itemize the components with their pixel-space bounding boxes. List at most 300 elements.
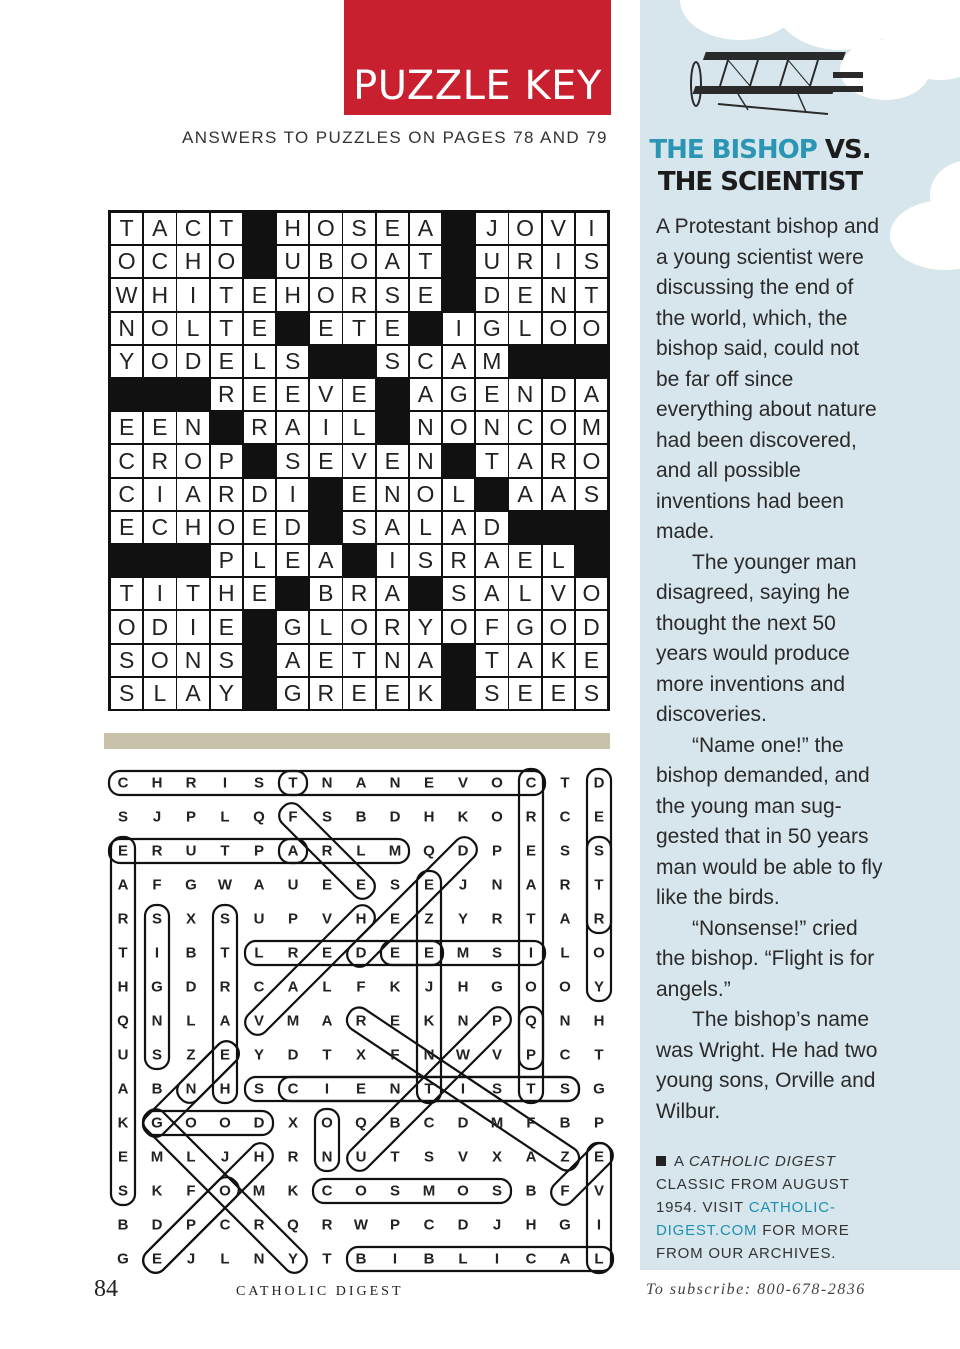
word-search-letter: I — [324, 1080, 330, 1098]
crossword-cell: E — [243, 378, 276, 411]
word-search-letter: S — [151, 910, 163, 928]
word-search-letter: A — [355, 774, 367, 792]
word-search-letter: E — [117, 1148, 129, 1166]
word-search-letter: G — [185, 876, 197, 894]
word-search-letter: W — [353, 1216, 369, 1234]
word-search-letter: J — [424, 978, 434, 996]
crossword-cell: O — [210, 245, 243, 278]
crossword-cell: A — [475, 577, 508, 610]
crossword-cell: E — [309, 644, 342, 677]
word-search-letter: C — [525, 1250, 537, 1268]
word-search-letter: T — [288, 774, 298, 792]
story-paragraph: The bishop’s name was Wright. He had two young sons, Orville and Wilbur. — [656, 1008, 878, 1123]
crossword-black-square — [243, 610, 276, 643]
crossword-cell: L — [508, 312, 541, 345]
crossword-cell: O — [110, 245, 143, 278]
crossword-cell: Y — [110, 345, 143, 378]
word-search-letter: E — [423, 944, 435, 962]
word-search-letter: T — [220, 944, 230, 962]
word-search-letter: U — [185, 842, 197, 860]
word-search-letter: A — [287, 978, 299, 996]
crossword-cell: V — [542, 212, 575, 245]
crossword-cell: A — [508, 478, 541, 511]
word-search-letter: R — [321, 842, 333, 860]
word-search-letter: O — [219, 1182, 231, 1200]
crossword-cell: B — [309, 577, 342, 610]
crossword-cell: S — [342, 212, 375, 245]
crossword-cell: L — [342, 411, 375, 444]
word-search-letter: N — [389, 1080, 401, 1098]
word-search-letter: T — [390, 1148, 400, 1166]
crossword-cell: O — [442, 610, 475, 643]
word-search-letter: V — [491, 1046, 503, 1064]
word-search-letter: C — [559, 1046, 571, 1064]
word-search-letter: C — [253, 978, 265, 996]
crossword-cell: L — [176, 312, 209, 345]
word-search-letter: O — [491, 808, 503, 826]
word-search-letter: Q — [355, 1114, 367, 1132]
crossword-cell: H — [176, 245, 209, 278]
word-search-letter: M — [388, 842, 402, 860]
crossword-black-square — [442, 444, 475, 477]
word-search-letter: Q — [287, 1216, 299, 1234]
word-search-letter: F — [356, 978, 366, 996]
crossword-cell: E — [143, 411, 176, 444]
word-search-letter: D — [457, 1216, 469, 1234]
word-search-letter: P — [491, 842, 503, 860]
word-search-letter: S — [491, 1182, 503, 1200]
crossword-cell: E — [243, 511, 276, 544]
word-search-letter: P — [287, 910, 299, 928]
word-search-letter: H — [525, 1216, 537, 1234]
crossword-cell: A — [409, 212, 442, 245]
word-search-letter: C — [423, 1216, 435, 1234]
word-search-letter: N — [151, 1012, 163, 1030]
word-search-letter: W — [455, 1046, 471, 1064]
word-search-letter: I — [528, 944, 534, 962]
crossword-cell: N — [376, 478, 409, 511]
crossword-black-square — [542, 511, 575, 544]
crossword-cell: K — [409, 677, 442, 710]
crossword-cell: N — [110, 312, 143, 345]
word-search-letter: B — [423, 1250, 435, 1268]
crossword-cell: R — [442, 544, 475, 577]
crossword-cell: E — [276, 544, 309, 577]
word-search-answer-oval — [109, 839, 307, 863]
word-search-letter: C — [321, 1182, 333, 1200]
crossword-cell: L — [508, 577, 541, 610]
word-search-letter: Q — [253, 808, 265, 826]
crossword-black-square — [442, 278, 475, 311]
sidebar-title-line2: THE SCIENTIST — [657, 167, 863, 197]
crossword-cell: P — [210, 544, 243, 577]
crossword-cell: T — [575, 278, 608, 311]
crossword-cell: A — [409, 378, 442, 411]
crossword-black-square — [575, 345, 608, 378]
crossword-cell: O — [143, 345, 176, 378]
word-search-letter: H — [219, 1080, 231, 1098]
word-search-letter: F — [186, 1182, 196, 1200]
word-search-answer-oval — [347, 1247, 613, 1271]
crossword-cell: T — [210, 212, 243, 245]
crossword-cell: M — [575, 411, 608, 444]
word-search-letter: O — [457, 1182, 469, 1200]
word-search-letter: E — [321, 876, 333, 894]
crossword-black-square — [442, 212, 475, 245]
word-search-letter: N — [185, 1080, 197, 1098]
word-search-letter: L — [322, 978, 332, 996]
word-search-letter: Y — [253, 1046, 265, 1064]
word-search-letter: B — [355, 808, 367, 826]
word-search-letter: S — [593, 842, 605, 860]
word-search-letter: P — [253, 842, 265, 860]
crossword-cell: T — [110, 577, 143, 610]
crossword-cell: S — [110, 677, 143, 710]
crossword-black-square — [542, 345, 575, 378]
word-search-letter: G — [117, 1250, 129, 1268]
word-search-letter: L — [458, 1250, 468, 1268]
word-search-letter: E — [593, 1148, 605, 1166]
crossword-cell: G — [276, 677, 309, 710]
crossword-black-square — [376, 378, 409, 411]
crossword-cell: O — [508, 212, 541, 245]
story-paragraph: “Name one!” the bishop demanded, and the young man sug-gested that in 50 years man would be able to fly like the birds. — [656, 733, 883, 909]
crossword-cell: E — [376, 444, 409, 477]
crossword-cell: E — [575, 644, 608, 677]
crossword-cell: F — [475, 610, 508, 643]
crossword-cell: D — [276, 511, 309, 544]
crossword-cell: S — [409, 544, 442, 577]
word-search-letter: O — [219, 1114, 231, 1132]
word-search-letter: X — [491, 1148, 503, 1166]
word-search-letter: I — [460, 1080, 466, 1098]
crossword-cell: C — [110, 478, 143, 511]
word-search-letter: M — [286, 1012, 300, 1030]
word-search-letter: I — [596, 1216, 602, 1234]
crossword-black-square — [243, 212, 276, 245]
crossword-cell: R — [210, 378, 243, 411]
word-search-letter: C — [559, 808, 571, 826]
word-search-letter: S — [491, 1080, 503, 1098]
crossword-cell: E — [110, 511, 143, 544]
crossword-cell: R — [342, 577, 375, 610]
magazine-name: CATHOLIC DIGEST — [236, 1284, 404, 1299]
word-search-letter: E — [389, 910, 401, 928]
crossword-black-square — [176, 544, 209, 577]
word-search-letter: F — [560, 1182, 570, 1200]
word-search-letter: J — [458, 876, 468, 894]
crossword-cell: T — [342, 312, 375, 345]
crossword-cell: E — [342, 478, 375, 511]
word-search-letter: R — [185, 774, 197, 792]
crossword-cell: I — [176, 610, 209, 643]
crossword-cell: T — [342, 644, 375, 677]
crossword-cell: E — [542, 677, 575, 710]
word-search-letter: T — [424, 1080, 434, 1098]
crossword-cell: O — [575, 577, 608, 610]
crossword-cell: E — [475, 378, 508, 411]
sidebar-title-vs: VS. — [816, 135, 871, 165]
crossword-black-square — [309, 478, 342, 511]
word-search-letter: R — [593, 910, 605, 928]
crossword-black-square — [243, 245, 276, 278]
word-search-letter: K — [151, 1182, 163, 1200]
source-credit — [656, 1150, 876, 1265]
crossword-black-square — [442, 677, 475, 710]
crossword-black-square — [575, 544, 608, 577]
crossword-black-square — [276, 312, 309, 345]
crossword-cell: N — [542, 278, 575, 311]
crossword-cell: O — [143, 312, 176, 345]
word-search-letter: G — [151, 978, 163, 996]
crossword-cell: A — [376, 511, 409, 544]
word-search-letter: J — [186, 1250, 196, 1268]
word-search-letter: D — [355, 944, 367, 962]
word-search-letter: V — [253, 1012, 265, 1030]
crossword-cell: U — [276, 245, 309, 278]
word-search-letter: S — [253, 774, 265, 792]
section-divider — [104, 733, 610, 749]
word-search-letter: L — [186, 1012, 196, 1030]
word-search-letter: Z — [560, 1148, 570, 1166]
crossword-cell: H — [276, 212, 309, 245]
word-search-answer-oval — [173, 1037, 244, 1108]
crossword-cell: I — [143, 478, 176, 511]
crossword-cell: D — [176, 345, 209, 378]
word-search-letter: A — [287, 842, 299, 860]
crossword-cell: L — [243, 345, 276, 378]
crossword-cell: I — [309, 411, 342, 444]
word-search-letter: S — [559, 842, 571, 860]
crossword-cell: P — [210, 444, 243, 477]
crossword-cell: A — [309, 544, 342, 577]
word-search-letter: I — [154, 944, 160, 962]
sidebar-title — [640, 134, 880, 198]
crossword-cell: V — [342, 444, 375, 477]
crossword-cell: O — [542, 411, 575, 444]
word-search-letter: N — [321, 1148, 333, 1166]
crossword-black-square — [143, 378, 176, 411]
word-search-letter: Q — [525, 1012, 537, 1030]
word-search-letter: S — [491, 944, 503, 962]
crossword-black-square — [176, 378, 209, 411]
word-search-letter: S — [117, 1182, 129, 1200]
word-search-letter: L — [220, 808, 230, 826]
word-search-letter: F — [152, 876, 162, 894]
crossword-black-square — [442, 245, 475, 278]
word-search-letter: C — [117, 774, 129, 792]
crossword-cell: S — [210, 644, 243, 677]
crossword-cell: I — [176, 278, 209, 311]
crossword-cell: K — [542, 644, 575, 677]
word-search-letters — [117, 775, 605, 1268]
bullet-square-icon — [656, 1156, 666, 1166]
crossword-cell: O — [176, 444, 209, 477]
word-search-letter: S — [389, 876, 401, 894]
story-paragraph: “Nonsense!” cried the bishop. “Flight is for angels.” — [656, 916, 875, 1001]
word-search-letter: V — [457, 1148, 469, 1166]
crossword-cell: U — [475, 245, 508, 278]
word-search-letter: L — [254, 944, 264, 962]
crossword-black-square — [243, 444, 276, 477]
word-search-letter: I — [494, 1250, 500, 1268]
crossword-black-square — [409, 577, 442, 610]
word-search-letter: H — [593, 1012, 605, 1030]
word-search-letter: X — [355, 1046, 367, 1064]
word-search-letter: T — [220, 842, 230, 860]
crossword-cell: E — [508, 544, 541, 577]
word-search-letter: E — [525, 842, 537, 860]
word-search-letter: H — [151, 774, 163, 792]
word-search-letter: N — [457, 1012, 469, 1030]
word-search-letter: R — [253, 1216, 265, 1234]
word-search-letter: N — [321, 774, 333, 792]
word-search-letter: A — [117, 1080, 129, 1098]
word-search-letter: J — [152, 808, 162, 826]
crossword-cell: S — [110, 644, 143, 677]
word-search-letter: T — [118, 944, 128, 962]
word-search-letter: D — [457, 842, 469, 860]
word-search-letter: H — [423, 808, 435, 826]
word-search-letter: O — [593, 944, 605, 962]
crossword-cell: T — [409, 245, 442, 278]
crossword-cell: R — [210, 478, 243, 511]
crossword-black-square — [342, 345, 375, 378]
crossword-black-square — [243, 644, 276, 677]
word-search-letter: Z — [186, 1046, 196, 1064]
word-search-letter: E — [593, 808, 605, 826]
crossword-cell: N — [176, 644, 209, 677]
crossword-black-square — [508, 345, 541, 378]
crossword-black-square — [342, 544, 375, 577]
crossword-cell: R — [342, 278, 375, 311]
word-search-letter: F — [390, 1046, 400, 1064]
crossword-black-square — [210, 411, 243, 444]
word-search-answer-oval — [313, 1179, 511, 1203]
crossword-cell: N — [508, 378, 541, 411]
website-link[interactable]: CATHOLIC-DIGEST.COM — [656, 1199, 836, 1239]
crossword-black-square — [110, 378, 143, 411]
page-number: 84 — [94, 1276, 118, 1302]
crossword-cell: S — [575, 677, 608, 710]
crossword-black-square — [442, 644, 475, 677]
word-search-letter: T — [526, 910, 536, 928]
credit-text: CLASSIC FROM AUGUST 1954. VISIT — [656, 1176, 850, 1216]
crossword-cell: I — [276, 478, 309, 511]
credit-suffix: FOR MORE FROM OUR ARCHIVES. — [656, 1222, 850, 1262]
word-search-letter: S — [321, 808, 333, 826]
word-search-letter: S — [219, 910, 231, 928]
word-search-letter: S — [151, 1046, 163, 1064]
word-search-letter: B — [389, 1114, 401, 1132]
crossword-cell: S — [442, 577, 475, 610]
crossword-cell: H — [276, 278, 309, 311]
word-search-letter: E — [151, 1250, 163, 1268]
word-search-letter: C — [423, 1114, 435, 1132]
word-search-letter: M — [422, 1182, 436, 1200]
word-search-letter: N — [253, 1250, 265, 1268]
word-search-letter: W — [217, 876, 233, 894]
crossword-cell: G — [508, 610, 541, 643]
word-search-letter: A — [321, 1012, 333, 1030]
word-search-answer-oval — [279, 771, 545, 795]
word-search-letter: L — [186, 1148, 196, 1166]
crossword-cell: D — [575, 610, 608, 643]
word-search-letter: I — [392, 1250, 398, 1268]
word-search-letter: G — [559, 1216, 571, 1234]
biplane-icon — [688, 46, 868, 128]
word-search-letter: K — [457, 808, 469, 826]
word-search-letter: Y — [593, 978, 605, 996]
crossword-cell: S — [376, 278, 409, 311]
crossword-cell: L — [309, 610, 342, 643]
word-search-letter: S — [423, 1148, 435, 1166]
story-body — [656, 212, 886, 1127]
crossword-cell: S — [342, 511, 375, 544]
crossword-black-square — [575, 511, 608, 544]
crossword-cell: O — [442, 411, 475, 444]
word-search-letter: T — [594, 876, 604, 894]
crossword-cell: I — [542, 245, 575, 278]
word-search-letter: U — [253, 910, 265, 928]
word-search-letter: G — [593, 1080, 605, 1098]
crossword-cell: E — [210, 345, 243, 378]
crossword-cell: C — [409, 345, 442, 378]
word-search-letter: A — [117, 876, 129, 894]
crossword-cell: A — [176, 478, 209, 511]
crossword-cell: E — [508, 278, 541, 311]
word-search-letter: P — [185, 808, 197, 826]
word-search-letter: V — [321, 910, 333, 928]
crossword-cell: O — [210, 511, 243, 544]
word-search-letter: E — [355, 1080, 367, 1098]
word-search-letter: Q — [423, 842, 435, 860]
word-search-letter: K — [389, 978, 401, 996]
word-search-letter: G — [151, 1114, 163, 1132]
crossword-cell: O — [110, 610, 143, 643]
crossword-cell: D — [143, 610, 176, 643]
crossword-cell: C — [508, 411, 541, 444]
crossword-cell: E — [409, 278, 442, 311]
crossword-cell: T — [210, 278, 243, 311]
word-search-letter: R — [219, 978, 231, 996]
word-search-letter: H — [457, 978, 469, 996]
word-search-letter: O — [525, 978, 537, 996]
word-search-letter: E — [423, 876, 435, 894]
crossword-cell: H — [176, 511, 209, 544]
word-search-letter: R — [151, 842, 163, 860]
crossword-cell: D — [542, 378, 575, 411]
word-search-letter: D — [389, 808, 401, 826]
word-search-letter: T — [322, 1046, 332, 1064]
crossword-cell: E — [342, 677, 375, 710]
word-search-letter: R — [287, 944, 299, 962]
word-search-letter: A — [525, 876, 537, 894]
word-search-letter: F — [288, 808, 298, 826]
crossword-cell: O — [309, 278, 342, 311]
word-search-letter: B — [117, 1216, 129, 1234]
word-search-letter: O — [559, 978, 571, 996]
crossword-cell: S — [276, 345, 309, 378]
credit-prefix: A — [674, 1153, 689, 1170]
crossword-cell: A — [376, 245, 409, 278]
word-search-letter: N — [423, 1046, 435, 1064]
crossword-cell: T — [210, 312, 243, 345]
crossword-black-square — [143, 544, 176, 577]
word-search-letter: B — [151, 1080, 163, 1098]
crossword-black-square — [309, 511, 342, 544]
crossword-cell: O — [309, 212, 342, 245]
